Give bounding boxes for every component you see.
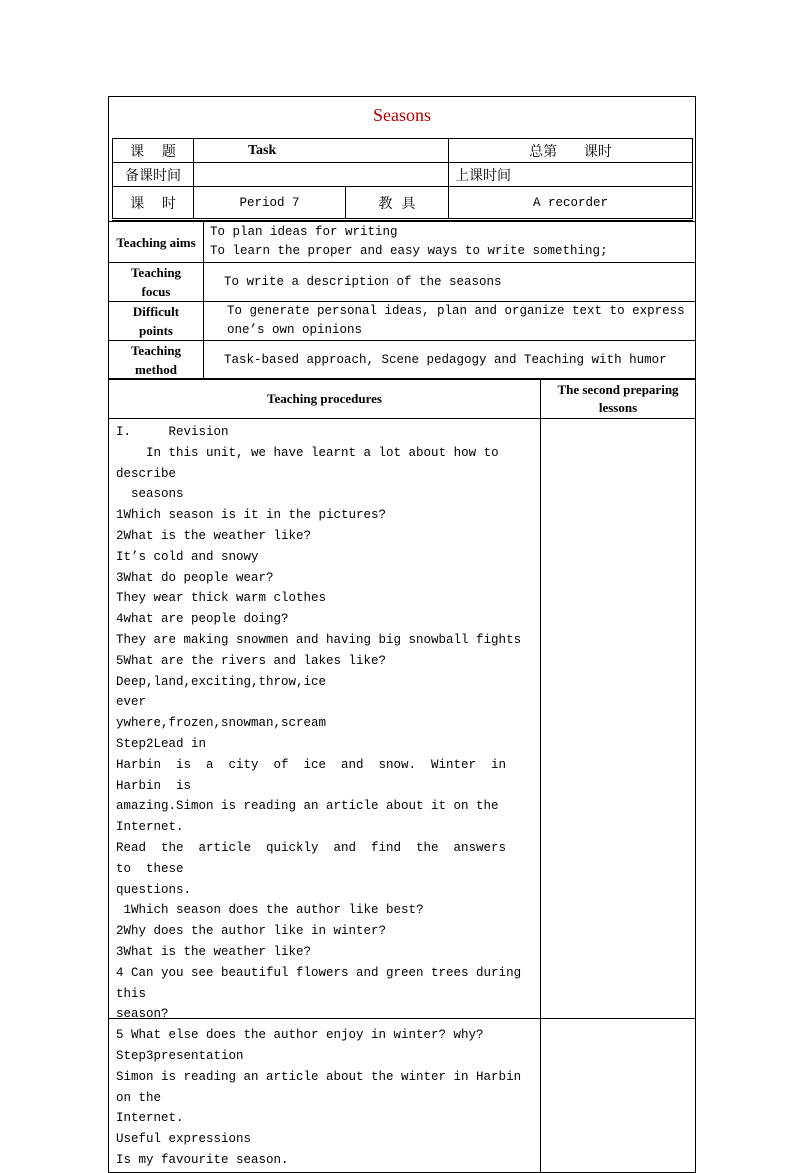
procedure-line: 3What is the weather like? [116,944,312,959]
teaching-aims-label: Teaching aims [109,222,204,263]
procedure-line: 1Which season does the author like best? [116,903,424,918]
total-lesson-label: 总第 课时 [449,139,693,163]
procedure-line: Simon is reading an article about the winter in Harbin on the [116,1069,529,1105]
procedures-body-row [109,419,696,1173]
procedure-line: 5 What else does the author enjoy in winter? why? [116,1028,484,1043]
procedures-lines [110,420,539,1171]
procedure-line: Internet. [116,1111,184,1126]
procedure-line: amazing.Simon is reading an article about it on the Internet. [116,799,507,835]
lesson-header-table [112,138,693,221]
teaching-aids-value: A recorder [449,187,693,220]
procedure-line: Is my favourite season. [116,1152,289,1167]
procedure-line: 2What is the weather like? [116,528,312,543]
lesson-plan-page [108,96,696,1167]
aim-line: To plan ideas for writing [210,225,398,239]
procedures-table [108,378,696,1173]
procedure-line: 4 Can you see beautiful flowers and green trees during this [116,965,529,1001]
procedure-line: 2Why does the author like in winter? [116,924,387,939]
procedure-line: Read the article quickly and find the answers to these [116,840,522,876]
difficult-points-label: Difficult points [109,302,204,341]
procedure-line: 3What do people wear? [116,570,274,585]
procedure-line: 1Which season is it in the pictures? [116,508,387,523]
teaching-procedures-heading: Teaching procedures [109,379,541,419]
procedure-line: Deep,land,exciting,throw,ice ever [116,674,522,710]
teaching-focus-row [109,263,696,302]
teaching-focus-label: Teaching focus [109,263,204,302]
procedure-line: ywhere,frozen,snowman,scream [116,716,327,731]
teaching-method-value: Task-based approach, Scene pedagogy and Teaching with humor [204,341,696,380]
procedure-line: Useful expressions [116,1132,252,1147]
lesson-info-table [108,221,696,380]
procedure-line: They wear thick warm clothes [116,591,327,606]
period-value: Period 7 [194,187,346,220]
header-row-period [113,187,693,220]
prep-time-label: 备课时间 [113,163,194,187]
teaching-aids-label: 教 具 [346,187,449,220]
procedure-line: It’s cold and snowy [116,549,259,564]
period-label: 课 时 [113,187,194,220]
teaching-aims-row [109,222,696,263]
procedure-line: 4what are people doing? [116,612,289,627]
procedure-line: In this unit, we have learnt a lot about how to describe [116,445,507,481]
teaching-focus-value: To write a description of the seasons [204,263,696,302]
procedure-line: Step2Lead in [116,736,207,751]
second-preparing-heading: The second preparing lessons [541,379,696,419]
difficult-points-row [109,302,696,341]
class-time-label: 上课时间 [449,163,693,187]
topic-value: Task [194,139,449,163]
document-title: Seasons [373,105,431,125]
procedure-line: They are making snowmen and having big snowball fights [116,632,522,647]
procedure-line: I. Revision [116,425,229,439]
header-row-topic [113,139,693,163]
procedure-line: questions. [116,882,192,897]
header-row-prep-time [113,163,693,187]
procedure-line: Harbin is a city of ice and snow. Winter in Harbin is [116,757,522,793]
procedures-content [109,419,541,1173]
prep-time-value [194,163,449,187]
procedure-line: Step3presentation [116,1048,244,1063]
procedure-line: seasons [116,487,184,502]
topic-label: 课 题 [113,139,194,163]
teaching-method-label: Teaching method [109,341,204,380]
aim-line: To learn the proper and easy ways to write something; [210,244,608,258]
teaching-method-row [109,341,696,380]
difficult-points-value: To generate personal ideas, plan and organize text to express one’s own opinions [204,302,696,341]
teaching-aims-value [204,222,696,263]
procedure-line: 5What are the rivers and lakes like? [116,653,387,668]
second-preparing-content [541,419,696,1173]
procedure-line: season? [116,1007,169,1022]
procedures-header-row [109,379,696,419]
